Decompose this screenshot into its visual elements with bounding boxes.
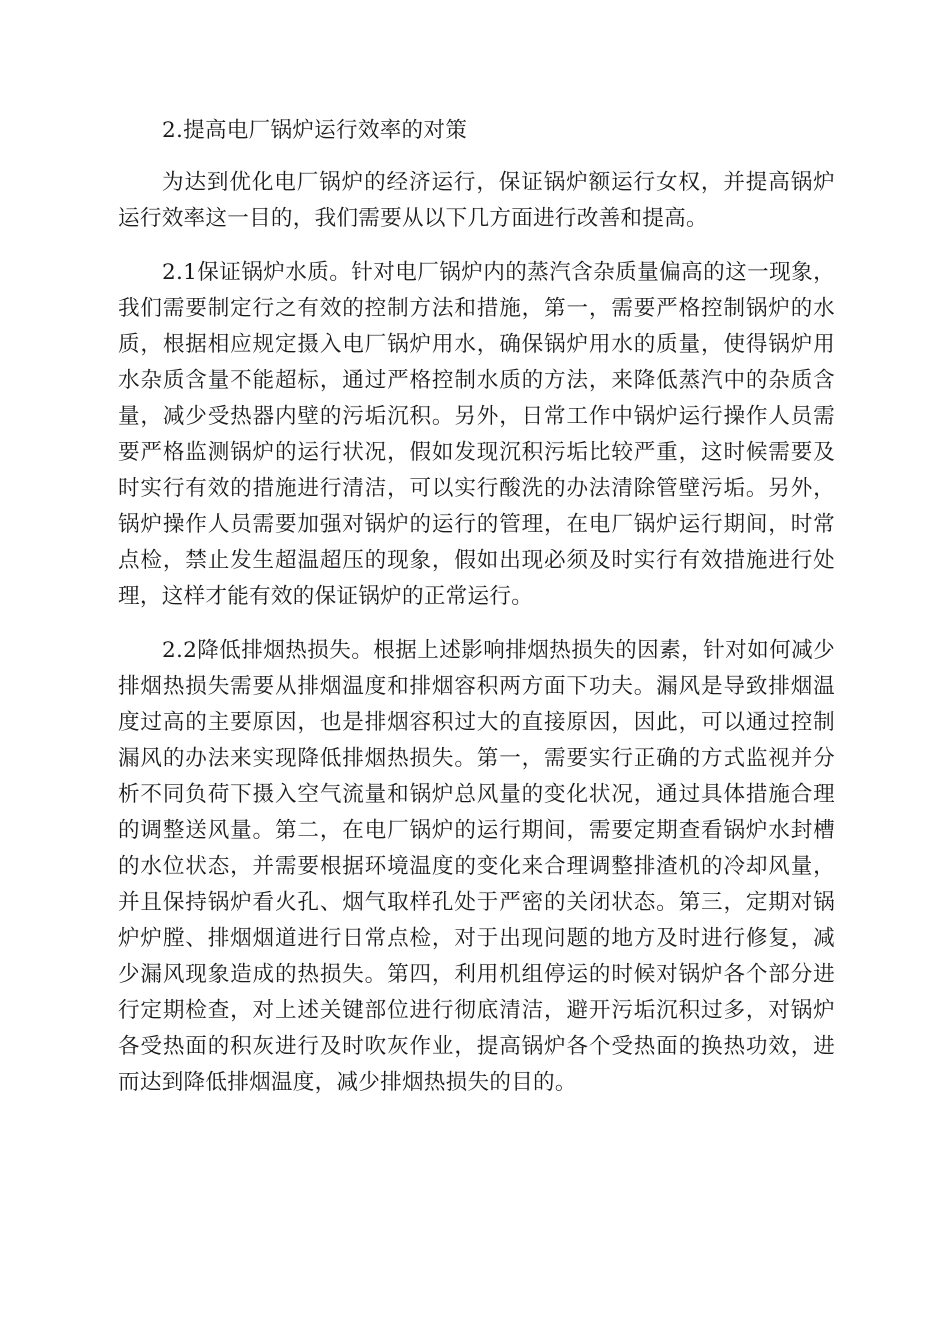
intro-paragraph: 为达到优化电厂锅炉的经济运行，保证锅炉额运行女权，并提高锅炉运行效率这一目的，我们需要从以下几方面进行改善和提高。 [118,170,835,231]
section-2-2-paragraph: 2.2降低排烟热损失。根据上述影响排烟热损失的因素，针对如何减少排烟热损失需要从排烟温度和排烟容积两方面下功夫。漏风是导致排烟温度过高的主要原因，也是排烟容积过大的直接原因，因此，可以通过控制漏风的办法来实现降低排烟热损失。第一，需要实行正确的方式监视并分析不同负荷下摄入空气流量和锅炉总风量的变化状况，通过具体措施合理的调整送风量。第二，在电厂锅炉的运行期间，需要定期查看锅炉水封槽的水位状态，并需要根据环境温度的变化来合理调整排渣机的冷却风量，并且保持锅炉看火孔、烟气取样孔处于严密的关闭状态。第三，定期对锅炉炉膛、排烟烟道进行日常点检，对于出现问题的地方及时进行修复，减少漏风现象造成的热损失。第四，利用机组停运的时候对锅炉各个部分进行定期检查，对上述关键部位进行彻底清洁，避开污垢沉积过多，对锅炉各受热面的积灰进行及时吹灰作业，提高锅炉各个受热面的换热功效，进而达到降低排烟温度，减少排烟热损失的目的。 [118,638,835,1095]
section-2-1-paragraph: 2.1保证锅炉水质。针对电厂锅炉内的蒸汽含杂质量偏高的这一现象，我们需要制定行之有效的控制方法和措施，第一，需要严格控制锅炉的水质，根据相应规定摄入电厂锅炉用水，确保锅炉用水的质量，使得锅炉用水杂质含量不能超标，通过严格控制水质的方法，来降低蒸汽中的杂质含量，减少受热器内壁的污垢沉积。另外，日常工作中锅炉运行操作人员需要严格监测锅炉的运行状况，假如发现沉积污垢比较严重，这时候需要及时实行有效的措施进行清洁，可以实行酸洗的办法清除管壁污垢。另外，锅炉操作人员需要加强对锅炉的运行的管理，在电厂锅炉运行期间，时常点检，禁止发生超温超压的现象，假如出现必须及时实行有效措施进行处理，这样才能有效的保证锅炉的正常运行。 [118,260,835,609]
section-heading: 2.提高电厂锅炉运行效率的对策 [162,118,468,143]
document-page [118,113,835,1101]
